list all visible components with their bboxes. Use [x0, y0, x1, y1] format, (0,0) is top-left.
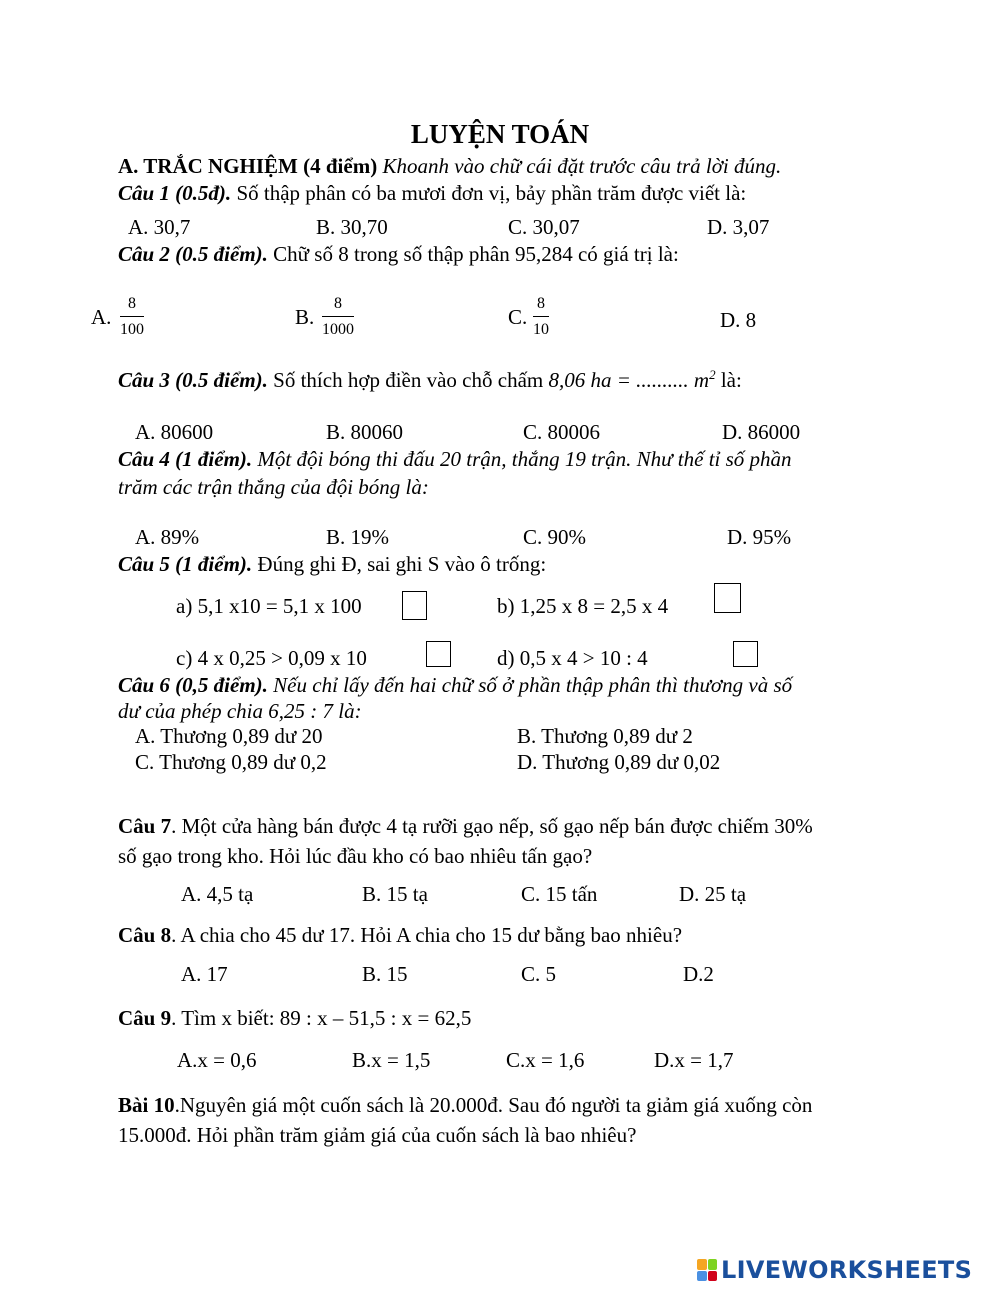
- question-7-line1: . Một cửa hàng bán được 4 tạ rưỡi gạo nếp, số gạo nếp bán được chiếm 30%: [171, 814, 813, 838]
- question-2-text: Chữ số 8 trong số thập phân 95,284 có giá trị là:: [267, 242, 679, 266]
- question-4-line1: Một đội bóng thi đấu 20 trận, thắng 19 trận. Như thế tỉ số phần: [252, 447, 792, 471]
- fraction-denominator: 100: [120, 321, 144, 338]
- q1-option-b[interactable]: B. 30,70: [316, 215, 388, 239]
- q6-option-d[interactable]: D. Thương 0,89 dư 0,02: [517, 750, 721, 774]
- q9-option-c[interactable]: C.x = 1,6: [506, 1048, 585, 1072]
- q7-option-a[interactable]: A. 4,5 tạ: [181, 882, 254, 906]
- q8-option-c[interactable]: C. 5: [521, 962, 557, 986]
- q6-option-b[interactable]: B. Thương 0,89 dư 2: [517, 724, 693, 748]
- section-a-instruction: Khoanh vào chữ cái đặt trước câu trả lời đúng.: [377, 154, 782, 178]
- question-9: [118, 1006, 471, 1030]
- q2-option-c[interactable]: C.: [508, 305, 528, 329]
- q3-option-d[interactable]: D. 86000: [722, 420, 801, 444]
- question-6-line1: Nếu chỉ lấy đến hai chữ số ở phần thập phân thì thương và số: [267, 673, 793, 697]
- q1-option-d[interactable]: D. 3,07: [707, 215, 770, 239]
- q5-item-b: b) 1,25 x 8 = 2,5 x 4: [497, 594, 669, 618]
- q2-option-a[interactable]: A.: [91, 305, 112, 329]
- q8-option-a[interactable]: A. 17: [181, 962, 228, 986]
- question-5: [118, 552, 546, 576]
- q8-option-d[interactable]: D.2: [683, 962, 714, 986]
- question-4-label: Câu 4 (1 điểm).: [118, 447, 253, 471]
- q2-option-b[interactable]: B.: [295, 305, 315, 329]
- question-7: [118, 814, 813, 838]
- question-8-text: . A chia cho 45 dư 17. Hỏi A chia cho 15 dư bằng bao nhiêu?: [171, 923, 683, 947]
- question-3-label: Câu 3 (0.5 điểm).: [118, 368, 268, 392]
- q7-option-d[interactable]: D. 25 tạ: [679, 882, 747, 906]
- q9-option-a[interactable]: A.x = 0,6: [177, 1048, 257, 1072]
- q5-answer-box-d[interactable]: [733, 641, 758, 667]
- q3-option-a[interactable]: A. 80600: [135, 420, 214, 444]
- fraction-numerator: 8: [533, 296, 549, 317]
- q4-option-c[interactable]: C. 90%: [523, 525, 586, 549]
- question-2: [118, 242, 679, 266]
- question-6-label: Câu 6 (0,5 điểm).: [118, 673, 268, 697]
- logo-icon: [697, 1259, 717, 1281]
- q5-item-c: c) 4 x 0,25 > 0,09 x 10: [176, 646, 367, 670]
- q5-item-d: d) 0,5 x 4 > 10 : 4: [497, 646, 648, 670]
- q5-answer-box-c[interactable]: [426, 641, 451, 667]
- q9-option-b[interactable]: B.x = 1,5: [352, 1048, 431, 1072]
- q7-option-b[interactable]: B. 15 tạ: [362, 882, 428, 906]
- question-6: [118, 673, 792, 697]
- question-3-expression: 8,06 ha = .......... m: [548, 368, 710, 392]
- question-3-exponent: 2: [709, 367, 716, 382]
- question-8: [118, 923, 682, 947]
- question-9-label: Câu 9: [118, 1006, 172, 1030]
- q1-option-a[interactable]: A. 30,7: [128, 215, 191, 239]
- q2-option-a-fraction: [120, 296, 144, 338]
- question-10: [118, 1093, 812, 1117]
- section-a-label: A. TRẮC NGHIỆM (4 điểm): [118, 154, 378, 178]
- question-4-line2: trăm các trận thắng của đội bóng là:: [118, 475, 429, 499]
- question-10-line1: .Nguyên giá một cuốn sách là 20.000đ. Sau đó người ta giảm giá xuống còn: [174, 1093, 813, 1117]
- question-2-label: Câu 2 (0.5 điểm).: [118, 242, 268, 266]
- section-a-heading: [118, 154, 781, 178]
- page-title: LUYỆN TOÁN: [410, 119, 590, 149]
- question-3: [118, 368, 742, 392]
- question-8-label: Câu 8: [118, 923, 172, 947]
- q4-option-d[interactable]: D. 95%: [727, 525, 792, 549]
- question-4: [118, 447, 792, 471]
- q3-option-c[interactable]: C. 80006: [523, 420, 601, 444]
- question-10-line2: 15.000đ. Hỏi phần trăm giảm giá của cuốn sách là bao nhiêu?: [118, 1123, 637, 1147]
- q5-answer-box-b[interactable]: [714, 583, 741, 613]
- question-5-text: Đúng ghi Đ, sai ghi S vào ô trống:: [252, 552, 547, 576]
- q5-answer-box-a[interactable]: [402, 591, 427, 620]
- liveworksheets-logo: [697, 1255, 972, 1285]
- q6-option-c[interactable]: C. Thương 0,89 dư 0,2: [135, 750, 327, 774]
- fraction-numerator: 8: [120, 296, 144, 317]
- q9-option-d[interactable]: D.x = 1,7: [654, 1048, 734, 1072]
- question-3-tail: là:: [715, 368, 742, 392]
- question-1: [118, 181, 746, 205]
- question-3-text: Số thích hợp điền vào chỗ chấm: [267, 368, 549, 392]
- q2-option-d[interactable]: D. 8: [720, 308, 757, 332]
- question-6-line2: dư của phép chia 6,25 : 7 là:: [118, 699, 362, 723]
- q8-option-b[interactable]: B. 15: [362, 962, 408, 986]
- question-1-text: Số thập phân có ba mươi đơn vị, bảy phần trăm được viết là:: [231, 181, 747, 205]
- question-7-label: Câu 7: [118, 814, 172, 838]
- fraction-denominator: 1000: [322, 321, 354, 338]
- fraction-denominator: 10: [533, 321, 549, 338]
- question-1-label: Câu 1 (0.5đ).: [118, 181, 232, 205]
- q2-option-c-fraction: [533, 296, 549, 338]
- q4-option-a[interactable]: A. 89%: [135, 525, 200, 549]
- q6-option-a[interactable]: A. Thương 0,89 dư 20: [135, 724, 323, 748]
- brand-name: LIVEWORKSHEETS: [721, 1256, 973, 1284]
- question-9-text: . Tìm x biết: 89 : x – 51,5 : x = 62,5: [171, 1006, 472, 1030]
- q2-option-b-fraction: [322, 296, 354, 338]
- q4-option-b[interactable]: B. 19%: [326, 525, 389, 549]
- q3-option-b[interactable]: B. 80060: [326, 420, 404, 444]
- q5-item-a: a) 5,1 x10 = 5,1 x 100: [176, 594, 362, 618]
- q7-option-c[interactable]: C. 15 tấn: [521, 882, 598, 906]
- q1-option-c[interactable]: C. 30,07: [508, 215, 580, 239]
- question-5-label: Câu 5 (1 điểm).: [118, 552, 253, 576]
- question-10-label: Bài 10: [118, 1093, 175, 1117]
- question-7-line2: số gạo trong kho. Hỏi lúc đầu kho có bao nhiêu tấn gạo?: [118, 844, 593, 868]
- fraction-numerator: 8: [322, 296, 354, 317]
